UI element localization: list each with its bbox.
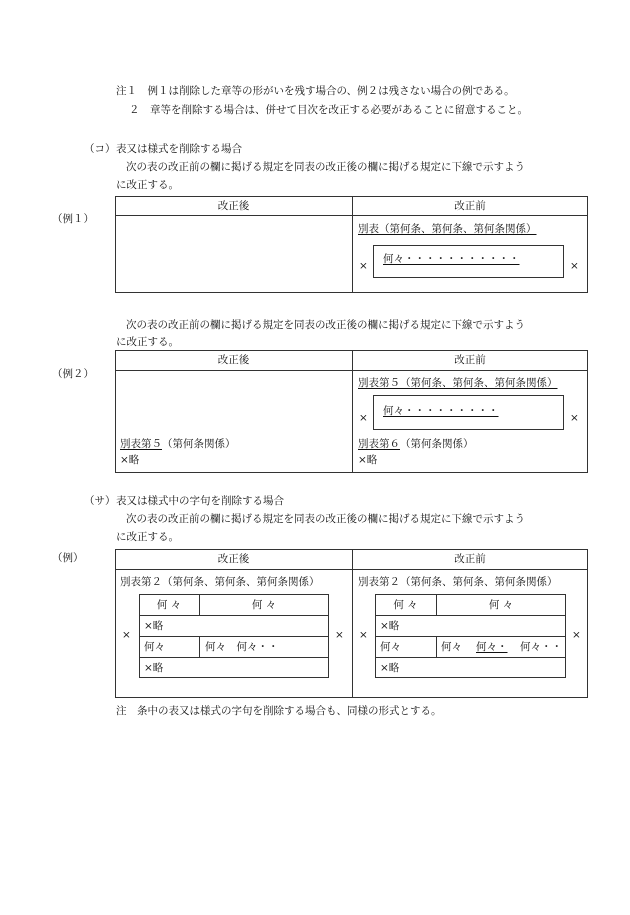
cell-omitted: ×略 [380, 662, 400, 674]
section-sa-title: 表又は様式中の字句を削除する場合 [116, 495, 284, 507]
cell-left: 何々 [380, 641, 401, 653]
x-mark: × [122, 629, 131, 641]
example-2-para-line2: に改正する。 [116, 336, 179, 348]
cell-right-c: 何々・・ [520, 641, 562, 653]
deleted-table-content: 何々・・・・・・・・・ [383, 405, 499, 417]
example-2-para-line1: 次の表の改正前の欄に掲げる規定を同表の改正後の欄に掲げる規定に下線で示すよう [126, 319, 525, 331]
table-divider [199, 636, 200, 657]
cell-header-2: 何 々 [488, 599, 514, 611]
example-2-label: （例２） [52, 368, 94, 380]
table-divider [375, 636, 566, 637]
cell-omitted: ×略 [144, 620, 164, 632]
section-ko-para-line1: 次の表の改正前の欄に掲げる規定を同表の改正後の欄に掲げる規定に下線で示すよう [126, 161, 525, 173]
section-sa-marker: （サ） [84, 495, 116, 507]
header-before: 改正前 [454, 200, 486, 212]
cell-left: 何々 [144, 641, 165, 653]
section-ko-marker: （コ） [84, 143, 116, 155]
cell-header-1: 何 々 [393, 599, 418, 611]
section-sa-para-line1: 次の表の改正前の欄に掲げる規定を同表の改正後の欄に掲げる規定に下線で示すよう [126, 513, 525, 525]
table-divider [139, 657, 329, 658]
x-mark: × [359, 412, 368, 424]
example-1-label: （例１） [52, 213, 94, 225]
deleted-table-content: 何々・・・・・・・・・・・ [383, 253, 520, 265]
cell-header-2: 何 々 [251, 599, 277, 611]
table-divider [352, 549, 353, 698]
table-divider [436, 636, 437, 657]
after-table-title: 別表第２（第何条、第何条、第何条関係） [120, 576, 320, 588]
note-1: 注１ 例１は削除した章等の形がいを残す場合の、例２は残さない場合の例である。 [116, 85, 515, 97]
deleted-table-title: 別表（第何条、第何条、第何条関係） [358, 223, 537, 235]
table-divider [352, 350, 353, 473]
x-mark: × [570, 412, 579, 424]
header-before: 改正前 [454, 354, 486, 366]
before-table-title: 別表第２（第何条、第何条、第何条関係） [358, 576, 558, 588]
cell-omitted: ×略 [380, 620, 400, 632]
header-after: 改正後 [217, 354, 250, 366]
x-mark: × [570, 260, 579, 272]
note-2: ２ 章等を削除する場合は、併せて目次を改正する必要があることに留意すること。 [129, 104, 528, 116]
note-bottom: 注 条中の表又は様式の字句を削除する場合も、同様の形式とする。 [116, 705, 442, 717]
x-mark: × [572, 629, 581, 641]
table-divider [139, 636, 329, 637]
header-after: 改正後 [217, 200, 250, 212]
before-table-heading: 別表第６（第何条関係） [358, 438, 474, 450]
table-divider [139, 615, 329, 616]
before-omitted: ×略 [358, 454, 378, 466]
after-omitted: ×略 [120, 454, 140, 466]
x-mark: × [335, 629, 344, 641]
table-divider [375, 615, 566, 616]
cell-omitted: ×略 [144, 662, 164, 674]
cell-right: 何々 何々・・ [205, 641, 279, 653]
section-ko-para-line2: に改正する。 [116, 179, 179, 191]
example-3-label: （例） [52, 552, 84, 564]
x-mark: × [359, 260, 368, 272]
cell-header-1: 何 々 [156, 599, 182, 611]
header-before: 改正前 [454, 553, 486, 565]
header-after: 改正後 [217, 553, 250, 565]
cell-right-deleted: 何々・ [476, 641, 508, 653]
after-table-heading: 別表第５（第何条関係） [120, 438, 236, 450]
section-ko-title: 表又は様式を削除する場合 [116, 143, 242, 155]
table-divider [375, 657, 566, 658]
deleted-table-title: 別表第５（第何条、第何条、第何条関係） [358, 377, 558, 389]
cell-right-a: 何々 [441, 641, 462, 653]
x-mark: × [359, 629, 368, 641]
section-sa-para-line2: に改正する。 [116, 531, 179, 543]
